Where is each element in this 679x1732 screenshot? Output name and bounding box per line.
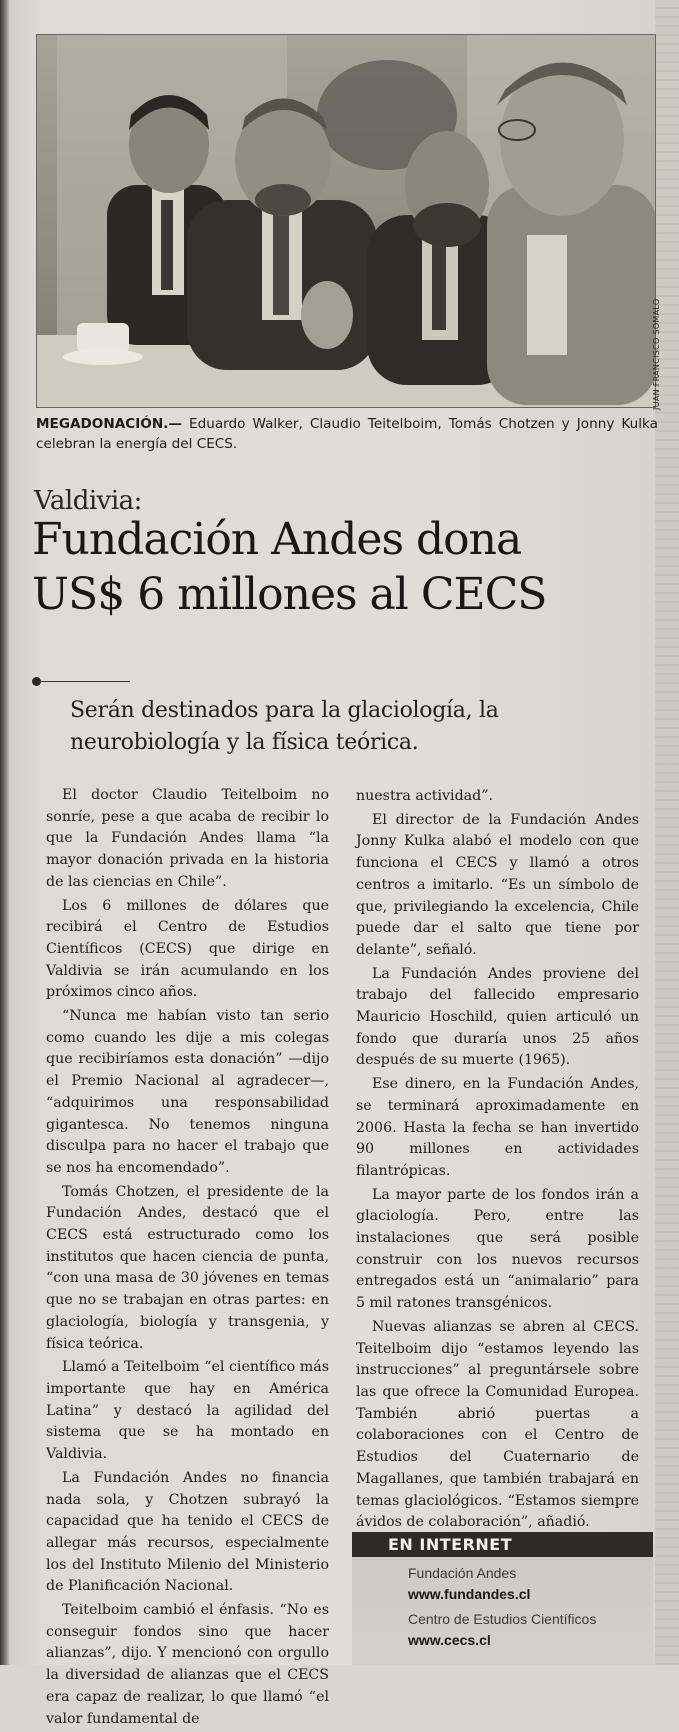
article-column-1 xyxy=(46,785,329,1732)
photo-credit: JUAN FRANCISCO SOMALO xyxy=(652,298,661,410)
paragraph-continuation: nuestra actividad”. xyxy=(356,788,493,804)
headline xyxy=(32,512,662,622)
paragraph: Llamó a Teitelboim “el científico más importante que hay en América Latina” y destacó la agilidad del sistema que se ha montado en Valdivia. xyxy=(46,1359,329,1463)
page-fold-shadow xyxy=(0,0,10,1665)
paragraph: La Fundación Andes proviene del trabajo del fallecido empresario Mauricio Hoschild, quien articuló un fondo que duraría unos 25 años después de su muerte (1965). xyxy=(356,965,639,1069)
subhead-line-1: Serán destinados para la glaciología, la xyxy=(70,698,499,723)
link-url[interactable]: www.cecs.cl xyxy=(408,1632,491,1648)
paragraph: Nuevas alianzas se abren al CECS. Teitelboim dijo “estamos leyendo las instrucciones” al preguntársele sobre las que ofrece la Comunidad Europea. También abrió puertas a colaboraciones con el Centro de Estudios del Cuaternario de Magallanes, que también trabajará en temas glaciológicos. “Estamos siempre ávidos de colaboración”, añadió. xyxy=(356,1318,639,1531)
adjacent-column-bleed xyxy=(655,0,679,1665)
paragraph: El director de la Fundación Andes Jonny Kulka alabó el modelo con que funciona el CECS y llamó a otros centros a imitarlo. “Es un símbolo de que, privilegiando la excelencia, Chile puede dar el salto que tiene por delante”, señaló. xyxy=(356,811,639,958)
article-column-2 xyxy=(356,786,639,1536)
internet-box xyxy=(352,1532,653,1665)
paragraph: Los 6 millones de dólares que recibirá el Centro de Estudios Científicos (CECS) que dirige en Valdivia se irán acumulando en los próximos cinco años. xyxy=(46,897,329,1001)
link-org-name: Fundación Andes xyxy=(408,1565,517,1581)
paragraph: El doctor Claudio Teitelboim no sonríe, pese a que acaba de recibir lo que la Fundación Andes llama “la mayor donación privada en la historia de las ciencias en Chile”. xyxy=(46,787,329,890)
paragraph: La Fundación Andes no financia nada sola, y Chotzen subrayó la capacidad que ha tenido el CECS de allegar más recursos, especialmente los del Instituto Milenio del Ministerio de Planificación Nacional. xyxy=(46,1469,329,1595)
internet-box-links xyxy=(352,1557,653,1651)
headline-line-2: US$ 6 millones al CECS xyxy=(32,569,547,620)
photo-illustration xyxy=(37,35,655,407)
headline-line-1: Fundación Andes dona xyxy=(32,514,522,565)
rule-divider xyxy=(38,681,130,682)
paragraph: Teitelboim cambió el énfasis. “No es conseguir fondos sino que hacer alianzas”, dijo. Y mencionó con orgullo la diversidad de alianzas que el CECS era capaz de realizar, lo que llamó “el valor fundamental de xyxy=(46,1602,329,1727)
subhead-line-2: neurobiología y la física teórica. xyxy=(70,730,419,755)
link-org-name: Centro de Estudios Científicos xyxy=(408,1611,597,1627)
caption-text: Eduardo Walker, Claudio Teitelboim, Tomás Chotzen y Jonny Kulka celebran la energía del CECS. xyxy=(36,416,658,452)
paragraph: Ese dinero, en la Fundación Andes, se terminará aproximadamente en 2006. Hasta la fecha se han invertido 90 millones en actividades filantrópicas. xyxy=(356,1076,639,1179)
paragraph: La mayor parte de los fondos irán a glaciología. Pero, entre las instalaciones que será posible construir con los nuevos recursos entregados está un “animalario” para 5 mil ratones transgénicos. xyxy=(356,1186,639,1312)
paragraph: Tomás Chotzen, el presidente de la Fundación Andes, destacó que el CECS está estructurado como los institutos que hacen ciencia de punta, “con una masa de 30 jóvenes en temas que no se trabajan en otras partes: en glaciología, biología y transgenia, y física teórica. xyxy=(46,1183,329,1352)
news-photo xyxy=(36,34,656,408)
caption-lead: MEGADONACIÓN.— xyxy=(36,416,182,432)
kicker: Valdivia: xyxy=(34,486,142,516)
subheadline xyxy=(70,695,630,759)
internet-box-title: EN INTERNET xyxy=(352,1532,653,1557)
photo-caption xyxy=(36,414,658,454)
paragraph: “Nunca me habían visto tan serio como cuando les dije a mis colegas que recibiríamos esta donación” —dijo el Premio Nacional al agradecer—, “adquirimos una responsabilidad gigantesca. No tenemos ninguna disculpa para no hacer el trabajo que se nos ha encomendado”. xyxy=(46,1008,329,1176)
link-url[interactable]: www.fundandes.cl xyxy=(408,1586,531,1602)
